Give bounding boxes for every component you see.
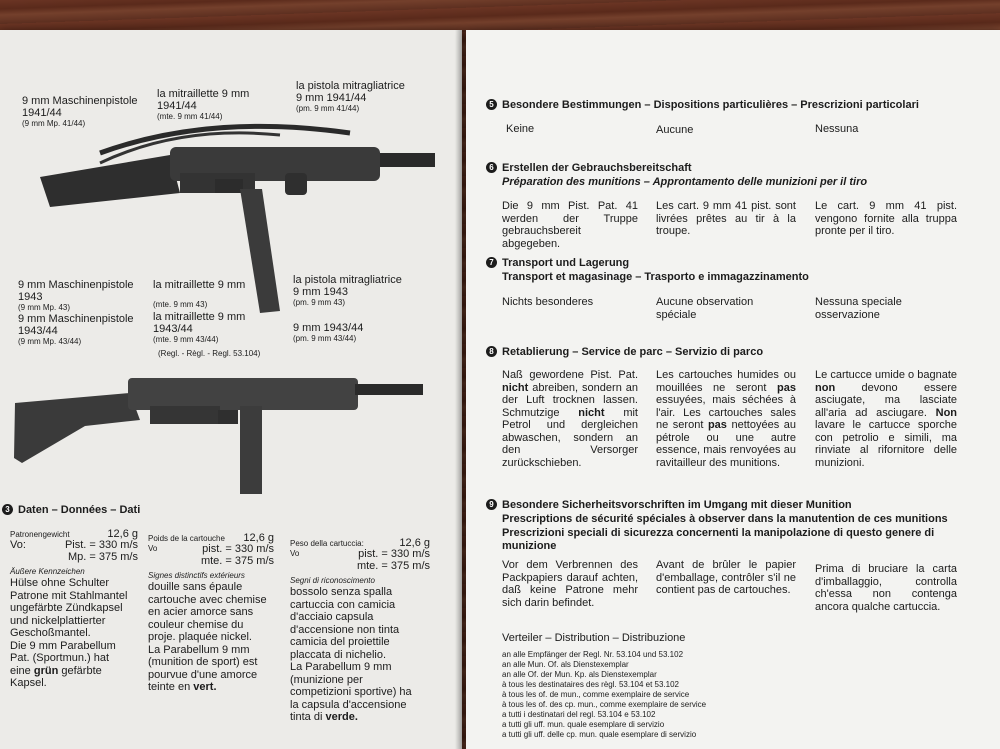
distribution-line: a tutti i destinatari del regl. 53.104 e 53.102 <box>502 710 656 719</box>
caption-sub: (mte. 9 mm 43) <box>153 300 208 309</box>
text-bold: non <box>815 381 836 394</box>
text-bold: pas <box>777 381 796 394</box>
distribution-line: an alle Empfänger der Regl. Nr. 53.104 und 53.102 <box>502 650 684 659</box>
section-8-de <box>502 369 638 469</box>
sport-text-a: La Parabellum 9 mm (munizione per competizioni sportive) ha la capsula d'accensione tinta di <box>290 661 412 723</box>
section-3-fr-column <box>148 532 274 694</box>
section-5-it: Nessuna <box>815 123 859 135</box>
text-bold: Non <box>935 406 958 419</box>
marks-label: Signes distinctifs extérieurs <box>148 571 245 580</box>
distribution-line: à tous les destinataires des règl. 53.104 et 53.102 <box>502 680 680 689</box>
section-6-de: Die 9 mm Pist. Pat. 41 werden der Truppe gebrauchsbereit abgegeben. <box>502 200 638 250</box>
section-9-it: Prima di bruciare la carta d'imballaggio, controlla ch'essa non contenga ancora qualche cartuccia. <box>815 563 957 613</box>
caption-text: la mitraillette 9 mm <box>153 279 246 291</box>
text-part: Le cartucce umide o bagnate <box>815 369 957 381</box>
section-title: Transport und Lagerung <box>502 257 630 269</box>
caption-sub: (pm. 9 mm 43) <box>293 298 346 307</box>
section-number: 3 <box>2 504 13 515</box>
section-5-de: Keine <box>506 123 535 135</box>
caption-sub: (9 mm Mp. 43) <box>18 303 71 312</box>
section-8-heading <box>486 346 763 359</box>
sport-text-a: La Parabellum 9 mm (munition de sport) est pourvue d'une amorce teinte en <box>148 643 258 693</box>
caption-text: 1941/44 <box>157 100 197 112</box>
section-8-it <box>815 369 957 469</box>
text-bold: nicht <box>578 406 605 419</box>
vo-mte: mte. = 375 m/s <box>356 560 430 572</box>
section-8-fr <box>656 369 796 469</box>
section-3-heading <box>2 504 140 517</box>
section-9-fr: Avant de brûler le papier d'emballage, contrôler s'il ne contient pas de cartouches. <box>656 559 796 596</box>
section-7-fr: Aucune observation spéciale <box>656 296 754 321</box>
text-bold: nicht <box>502 381 529 394</box>
caption-sub: (mte. 9 mm 41/44) <box>157 112 223 121</box>
caption-text: 1943 <box>18 291 43 303</box>
section-3-de-column <box>10 528 138 690</box>
caption-bottom-a-it <box>293 274 402 308</box>
caption-text: la pistola mitragliatrice <box>296 80 405 92</box>
section-9-subheading-fr: Prescriptions de sécurité spéciales à observer dans la manutention de ces munitions <box>502 513 948 525</box>
distribution-line: an alle Of. der Mun. Kp. als Dienstexemplar <box>502 670 657 679</box>
distribution-line: à tous les of. de mun., comme exemplaire de service <box>502 690 690 699</box>
text-part: Naß gewordene Pist. Pat. <box>502 369 638 381</box>
marks-text: Hülse ohne Schulter Patrone mit Stahlmantel ungefärbte Zündkapsel und nickelplattierter Geschoßmantel. <box>10 577 128 639</box>
section-number: 7 <box>486 257 497 268</box>
sport-text-bold: vert. <box>193 681 217 693</box>
regulation-reference: (Regl. - Règl. - Regl. 53.104) <box>158 349 261 358</box>
section-5-fr: Aucune <box>656 124 694 136</box>
text-part: lavare le cartucce sporche con petrolio e simili, ma rinviate al rifornitore delle munizioni. <box>815 419 957 469</box>
caption-text: 1943/44 <box>18 325 58 337</box>
section-number: 5 <box>486 99 497 110</box>
caption-sub: (9 mm Mp. 43/44) <box>18 337 82 346</box>
vo-label: Vo <box>148 544 158 553</box>
caption-bottom-a-fr <box>153 279 245 310</box>
sport-text <box>148 644 270 694</box>
marks-label: Äußere Kennzeichen <box>10 567 85 576</box>
weight-value: 12,6 g <box>243 532 274 544</box>
weight-label: Patronengewicht <box>10 530 70 539</box>
caption-text: 9 mm 1941/44 <box>296 92 367 104</box>
weight-value: 12,6 g <box>107 528 138 540</box>
section-number: 8 <box>486 346 497 357</box>
section-9-de: Vor dem Verbrennen des Packpapiers darauf achten, daß keine Patrone mehr sich darin befindet. <box>502 559 638 609</box>
section-6-fr: Les cart. 9 mm 41 pist. sont livrées prêtes au tir à la troupe. <box>656 200 796 237</box>
section-title: Retablierung – Service de parc – Servizio di parco <box>502 346 764 358</box>
text-part: mit Petrol und dergleichen abwaschen, sondern an den Versorger zurückschieben. <box>502 406 638 469</box>
caption-sub: (pm. 9 mm 43/44) <box>293 334 357 343</box>
section-title: Erstellen der Gebrauchsbereitschaft <box>502 162 692 174</box>
caption-text: 1943/44 <box>153 323 193 335</box>
sport-text-a: Die 9 mm Parabellum Pat. (Sportmun.) hat eine <box>10 639 116 677</box>
weight-value: 12,6 g <box>399 537 430 549</box>
sport-text-c: gefärbte Kapsel. <box>10 664 102 689</box>
distribution-line: a tutti gli uff. delle cp. mun. quale esemplare di servizio <box>502 730 697 739</box>
caption-text: 9 mm 1943/44 <box>293 322 364 334</box>
caption-sub: (pm. 9 mm 41/44) <box>296 104 360 113</box>
caption-sub: (9 mm Mp. 41/44) <box>22 119 86 128</box>
caption-text: la mitraillette 9 mm <box>153 311 246 323</box>
vo-label: Vo <box>290 549 300 558</box>
section-7-de: Nichts besonderes <box>502 296 594 308</box>
sport-text-bold: verde. <box>325 711 358 723</box>
section-3-it-column <box>290 537 430 724</box>
caption-bottom-a-de <box>18 279 134 313</box>
sport-text <box>10 640 132 690</box>
text-part: devono essere asciugate, ma lasciate all'aria ad asciugare. <box>815 381 957 419</box>
section-title: Besondere Bestimmungen – Dispositions particulières – Prescrizioni particolari <box>502 99 919 111</box>
section-5-heading <box>486 99 919 112</box>
caption-text: 1941/44 <box>22 107 62 119</box>
marks-label: Segni di riconoscimento <box>290 576 375 585</box>
distribution-line: à tous les of. des cp. mun., comme exemplaire de service <box>502 700 707 709</box>
section-7-it: Nessuna speciale osservazione <box>815 296 902 321</box>
caption-bottom-b-it <box>293 322 363 344</box>
caption-top-it <box>296 80 405 114</box>
sport-text <box>290 661 420 724</box>
section-7-heading <box>486 257 629 270</box>
marks-text: douille sans épaule cartouche avec chemise en acier amorce sans couleur chemise du proje. plaquée nickel. <box>148 581 267 643</box>
vo-pist: pist. = 330 m/s <box>202 543 274 555</box>
section-title: Besondere Sicherheitsvorschriften im Umgang mit dieser Munition <box>502 499 852 511</box>
section-title: Daten – Données – Dati <box>18 504 141 516</box>
vo-mp: Mp. = 375 m/s <box>67 551 138 563</box>
caption-text: la pistola mitragliatrice <box>293 274 402 286</box>
caption-text: la mitraillette 9 mm <box>157 88 250 100</box>
submachine-gun-1943-image <box>10 368 430 498</box>
distribution-heading: Verteiler – Distribution – Distribuzione <box>502 632 686 644</box>
text-part: nettoyées au pétrole ou une autre essence, mais renvoyées au ravitailleur des munitions. <box>656 419 796 469</box>
marks-text: bossolo senza spalla cartuccia con camicia d'acciaio capsula d'accensione non tinta camicia del proiettile placcata di nichelio. <box>290 586 400 661</box>
caption-bottom-b-de <box>18 313 134 347</box>
vo-pist: pist. = 330 m/s <box>358 548 430 560</box>
text-part: Les cartouches humides ou mouillées ne seront <box>656 369 796 394</box>
distribution-line: an alle Mun. Of. als Dienstexemplar <box>502 660 629 669</box>
caption-text: 9 mm Maschinenpistole <box>18 279 134 291</box>
section-6-heading <box>486 162 692 175</box>
caption-text: 9 mm Maschinenpistole <box>18 313 134 325</box>
section-9-subheading-it: Prescrizioni speciali di sicurezza concernenti la manipolazione di questo genere di munizione <box>502 527 935 552</box>
section-6-it: Le cart. 9 mm 41 pist. vengono fornite alla truppa pronte per il tiro. <box>815 200 957 237</box>
weight-label: Peso della cartuccia: <box>290 539 364 548</box>
caption-sub: (mte. 9 mm 43/44) <box>153 335 219 344</box>
distribution-list <box>502 650 706 740</box>
section-7-subheading: Transport et magasinage – Trasporto e immagazzinamento <box>502 271 809 283</box>
section-6-subheading: Préparation des munitions – Approntamento delle munizioni per il tiro <box>502 176 868 188</box>
distribution-line: a tutti gli uff. mun. quale esemplare di servizio <box>502 720 665 729</box>
vo-label: Vo: <box>10 539 26 551</box>
weight-label: Poids de la cartouche <box>148 534 225 543</box>
text-bold: pas <box>707 419 727 431</box>
caption-text: 9 mm Maschinenpistole <box>22 95 138 107</box>
caption-bottom-b-fr <box>153 311 245 345</box>
vo-mte: mte. = 375 m/s <box>200 555 274 567</box>
section-number: 6 <box>486 162 497 173</box>
vo-pist: Pist. = 330 m/s <box>64 539 138 551</box>
text-part: essuyées, mais séchées à l'air. Les cartouches sales ne seront <box>656 394 796 431</box>
sport-text-bold: grün <box>33 664 59 677</box>
section-9-heading <box>486 499 852 512</box>
caption-text: 9 mm 1943 <box>293 286 349 298</box>
section-number: 9 <box>486 499 497 510</box>
text-part: abreiben, sondern an der Luft trocknen lassen. Schmutzige <box>502 381 638 419</box>
